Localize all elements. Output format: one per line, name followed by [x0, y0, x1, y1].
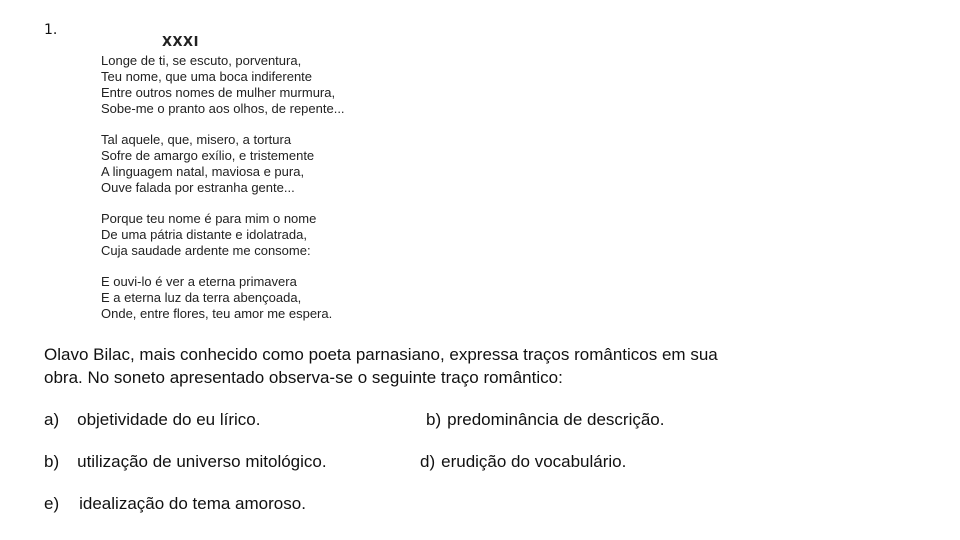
stanza-3 [101, 211, 345, 259]
verse: Sofre de amargo exílio, e tristemente [101, 148, 315, 163]
option-text: utilização de universo mitológico. [77, 452, 327, 471]
option-text: erudição do vocabulário. [441, 452, 627, 471]
stanza-1 [101, 53, 345, 117]
verse: E a eterna luz da terra abençoada, [101, 290, 302, 305]
poem-title: XXXI [162, 35, 199, 50]
option-letter: a) [44, 410, 60, 429]
option-letter: d) [420, 452, 436, 471]
option-letter: b) [426, 410, 442, 429]
question-statement [44, 343, 844, 389]
verse: De uma pátria distante e idolatrada, [101, 227, 307, 242]
option-text: objetividade do eu lírico. [77, 410, 261, 429]
statement-line-1: Olavo Bilac, mais conhecido como poeta parnasiano, expressa traços românticos em sua [44, 345, 718, 364]
option-a[interactable] [44, 410, 260, 430]
option-letter: e) [44, 494, 60, 513]
option-c[interactable] [44, 452, 327, 472]
verse: Porque teu nome é para mim o nome [101, 211, 317, 226]
option-text: predominância de descrição. [447, 410, 665, 429]
option-text: idealização do tema amoroso. [79, 494, 306, 513]
stanza-2 [101, 132, 345, 196]
option-b[interactable] [426, 410, 664, 430]
poem [101, 53, 345, 322]
question-number: 1. [44, 22, 58, 38]
option-e[interactable] [44, 494, 306, 514]
verse: Entre outros nomes de mulher murmura, [101, 85, 336, 100]
option-d[interactable] [420, 452, 626, 472]
verse: Ouve falada por estranha gente... [101, 180, 295, 195]
verse: Longe de ti, se escuto, porventura, [101, 53, 302, 68]
verse: Teu nome, que uma boca indiferente [101, 69, 313, 84]
statement-line-2: obra. No soneto apresentado observa-se o seguinte traço romântico: [44, 368, 563, 387]
verse: Cuja saudade ardente me consome: [101, 243, 311, 258]
verse: Onde, entre flores, teu amor me espera. [101, 306, 333, 321]
verse: Tal aquele, que, misero, a tortura [101, 132, 292, 147]
stanza-4 [101, 274, 345, 322]
verse: E ouvi-lo é ver a eterna primavera [101, 274, 297, 289]
verse: A linguagem natal, maviosa e pura, [101, 164, 305, 179]
verse: Sobe-me o pranto aos olhos, de repente... [101, 101, 345, 116]
option-letter: b) [44, 452, 60, 471]
